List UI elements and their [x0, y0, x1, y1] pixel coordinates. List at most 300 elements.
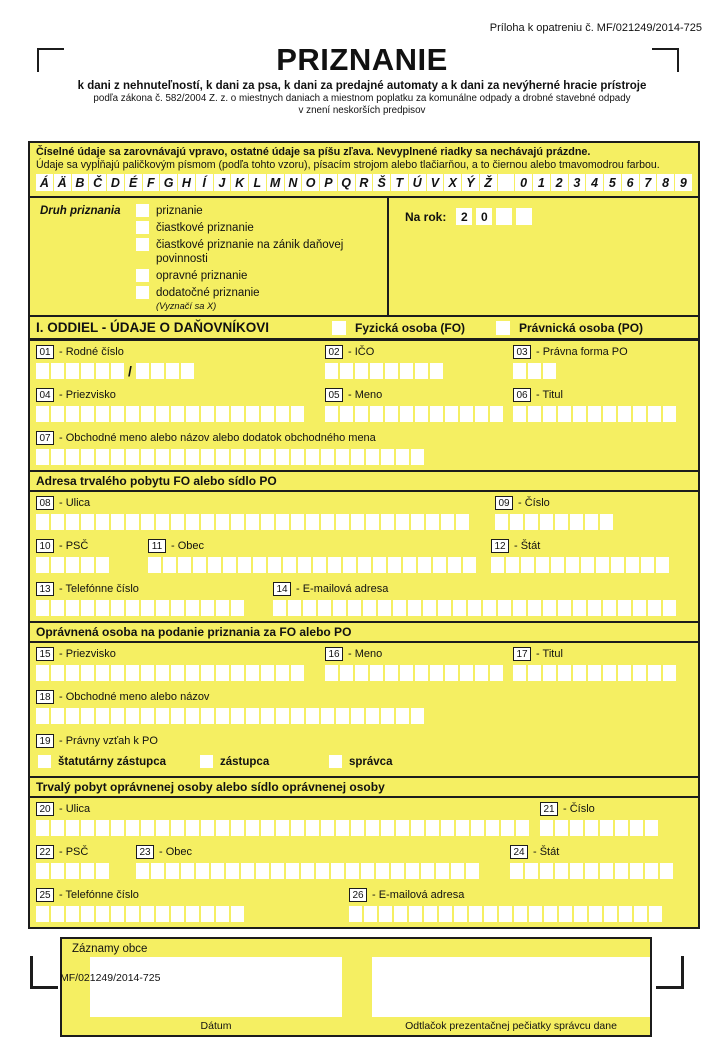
- char-cell[interactable]: [510, 863, 523, 879]
- date-write-area[interactable]: [90, 957, 342, 1017]
- option-ciastkove-priznanie[interactable]: [136, 221, 379, 235]
- char-cell[interactable]: [361, 863, 374, 879]
- char-cell[interactable]: [231, 665, 244, 681]
- field-20-input[interactable]: [36, 820, 529, 836]
- field-23-input[interactable]: [136, 863, 479, 879]
- char-cell[interactable]: [411, 820, 424, 836]
- char-cell[interactable]: [81, 514, 94, 530]
- char-cell[interactable]: [201, 906, 214, 922]
- char-cell[interactable]: [618, 406, 631, 422]
- char-cell[interactable]: [463, 557, 476, 573]
- char-cell[interactable]: [156, 449, 169, 465]
- char-cell[interactable]: [321, 708, 334, 724]
- natural-person-option[interactable]: [332, 321, 496, 335]
- char-cell[interactable]: [261, 449, 274, 465]
- field-10-input[interactable]: [36, 557, 109, 573]
- char-cell[interactable]: [355, 406, 368, 422]
- char-cell[interactable]: [385, 406, 398, 422]
- char-cell[interactable]: [96, 600, 109, 616]
- char-cell[interactable]: [555, 863, 568, 879]
- char-cell[interactable]: [336, 820, 349, 836]
- char-cell[interactable]: [630, 863, 643, 879]
- char-cell[interactable]: [231, 820, 244, 836]
- char-cell[interactable]: [381, 708, 394, 724]
- char-cell[interactable]: [634, 906, 647, 922]
- char-cell[interactable]: [126, 665, 139, 681]
- char-cell[interactable]: [156, 906, 169, 922]
- char-cell[interactable]: [513, 665, 526, 681]
- char-cell[interactable]: [151, 363, 164, 379]
- char-cell[interactable]: [36, 514, 49, 530]
- char-cell[interactable]: [396, 449, 409, 465]
- char-cell[interactable]: [376, 863, 389, 879]
- char-cell[interactable]: [96, 665, 109, 681]
- char-cell[interactable]: [126, 406, 139, 422]
- char-cell[interactable]: [585, 820, 598, 836]
- char-cell[interactable]: [421, 863, 434, 879]
- char-cell[interactable]: [336, 708, 349, 724]
- char-cell[interactable]: [475, 665, 488, 681]
- char-cell[interactable]: [201, 708, 214, 724]
- char-cell[interactable]: [288, 600, 301, 616]
- char-cell[interactable]: [499, 906, 512, 922]
- char-cell[interactable]: [301, 863, 314, 879]
- field-12-input[interactable]: [491, 557, 669, 573]
- char-cell[interactable]: [648, 406, 661, 422]
- char-cell[interactable]: [439, 906, 452, 922]
- char-cell[interactable]: [246, 665, 259, 681]
- char-cell[interactable]: [166, 363, 179, 379]
- field-24-input[interactable]: [510, 863, 673, 879]
- char-cell[interactable]: [391, 863, 404, 879]
- char-cell[interactable]: [540, 863, 553, 879]
- char-cell[interactable]: [403, 557, 416, 573]
- char-cell[interactable]: [611, 557, 624, 573]
- char-cell[interactable]: [231, 906, 244, 922]
- char-cell[interactable]: [448, 557, 461, 573]
- char-cell[interactable]: [126, 820, 139, 836]
- char-cell[interactable]: [555, 820, 568, 836]
- char-cell[interactable]: [66, 906, 79, 922]
- char-cell[interactable]: [216, 820, 229, 836]
- char-cell[interactable]: [141, 514, 154, 530]
- char-cell[interactable]: [238, 557, 251, 573]
- char-cell[interactable]: [306, 514, 319, 530]
- char-cell[interactable]: [378, 600, 391, 616]
- char-cell[interactable]: [574, 906, 587, 922]
- char-cell[interactable]: [430, 406, 443, 422]
- empty-cell[interactable]: [516, 208, 532, 225]
- char-cell[interactable]: [136, 863, 149, 879]
- char-cell[interactable]: [445, 665, 458, 681]
- char-cell[interactable]: [261, 708, 274, 724]
- char-cell[interactable]: [211, 863, 224, 879]
- char-cell[interactable]: [181, 863, 194, 879]
- char-cell[interactable]: [126, 449, 139, 465]
- char-cell[interactable]: [111, 906, 124, 922]
- char-cell[interactable]: [633, 665, 646, 681]
- char-cell[interactable]: [96, 363, 109, 379]
- char-cell[interactable]: [126, 906, 139, 922]
- char-cell[interactable]: [261, 665, 274, 681]
- field-09-input[interactable]: [495, 514, 613, 530]
- char-cell[interactable]: [366, 449, 379, 465]
- char-cell[interactable]: [328, 557, 341, 573]
- char-cell[interactable]: [231, 600, 244, 616]
- char-cell[interactable]: [603, 600, 616, 616]
- char-cell[interactable]: [340, 406, 353, 422]
- char-cell[interactable]: [298, 557, 311, 573]
- char-cell[interactable]: [51, 665, 64, 681]
- field-26-input[interactable]: [349, 906, 662, 922]
- char-cell[interactable]: [513, 600, 526, 616]
- char-cell[interactable]: [36, 600, 49, 616]
- char-cell[interactable]: [418, 557, 431, 573]
- char-cell[interactable]: [81, 600, 94, 616]
- char-cell[interactable]: [663, 600, 676, 616]
- checkbox-fyzicka-osoba[interactable]: [332, 321, 346, 335]
- char-cell[interactable]: [111, 449, 124, 465]
- checkbox-ciastkove-priznanie[interactable]: [136, 221, 149, 234]
- char-cell[interactable]: [51, 449, 64, 465]
- char-cell[interactable]: [201, 406, 214, 422]
- char-cell[interactable]: [483, 600, 496, 616]
- char-cell[interactable]: [66, 863, 79, 879]
- char-cell[interactable]: [570, 863, 583, 879]
- char-cell[interactable]: [411, 514, 424, 530]
- char-cell[interactable]: [468, 600, 481, 616]
- char-cell[interactable]: 0: [476, 208, 492, 225]
- char-cell[interactable]: [156, 708, 169, 724]
- char-cell[interactable]: [370, 363, 383, 379]
- char-cell[interactable]: [348, 600, 361, 616]
- char-cell[interactable]: [626, 557, 639, 573]
- field-15-input[interactable]: [36, 665, 304, 681]
- char-cell[interactable]: [588, 665, 601, 681]
- char-cell[interactable]: [201, 449, 214, 465]
- char-cell[interactable]: [370, 665, 383, 681]
- char-cell[interactable]: [186, 906, 199, 922]
- char-cell[interactable]: [615, 820, 628, 836]
- char-cell[interactable]: [111, 600, 124, 616]
- char-cell[interactable]: [406, 863, 419, 879]
- tax-year-input[interactable]: [456, 208, 532, 225]
- char-cell[interactable]: [66, 514, 79, 530]
- char-cell[interactable]: [36, 665, 49, 681]
- char-cell[interactable]: [456, 820, 469, 836]
- char-cell[interactable]: [400, 406, 413, 422]
- char-cell[interactable]: [111, 406, 124, 422]
- char-cell[interactable]: [600, 820, 613, 836]
- char-cell[interactable]: [151, 863, 164, 879]
- char-cell[interactable]: [96, 406, 109, 422]
- char-cell[interactable]: [201, 665, 214, 681]
- char-cell[interactable]: [36, 557, 49, 573]
- char-cell[interactable]: [426, 514, 439, 530]
- char-cell[interactable]: [51, 906, 64, 922]
- char-cell[interactable]: [536, 557, 549, 573]
- char-cell[interactable]: [424, 906, 437, 922]
- char-cell[interactable]: [81, 406, 94, 422]
- field-14-input[interactable]: [273, 600, 676, 616]
- char-cell[interactable]: [156, 406, 169, 422]
- char-cell[interactable]: [216, 600, 229, 616]
- char-cell[interactable]: [141, 600, 154, 616]
- char-cell[interactable]: [81, 708, 94, 724]
- char-cell[interactable]: [438, 600, 451, 616]
- char-cell[interactable]: [253, 557, 266, 573]
- char-cell[interactable]: [51, 406, 64, 422]
- checkbox-spravca[interactable]: [329, 755, 342, 768]
- char-cell[interactable]: [588, 600, 601, 616]
- field-04-input[interactable]: [36, 406, 304, 422]
- field-08-input[interactable]: [36, 514, 469, 530]
- char-cell[interactable]: [51, 708, 64, 724]
- char-cell[interactable]: [409, 906, 422, 922]
- char-cell[interactable]: [111, 820, 124, 836]
- field-25-input[interactable]: [36, 906, 244, 922]
- stamp-write-area[interactable]: [372, 957, 650, 1017]
- field-22-input[interactable]: [36, 863, 109, 879]
- char-cell[interactable]: [400, 665, 413, 681]
- empty-cell[interactable]: [496, 208, 512, 225]
- char-cell[interactable]: [573, 600, 586, 616]
- char-cell[interactable]: [306, 708, 319, 724]
- char-cell[interactable]: [566, 557, 579, 573]
- char-cell[interactable]: [66, 820, 79, 836]
- char-cell[interactable]: [645, 820, 658, 836]
- char-cell[interactable]: [171, 820, 184, 836]
- option-priznanie[interactable]: [136, 204, 379, 218]
- char-cell[interactable]: [201, 820, 214, 836]
- char-cell[interactable]: [351, 708, 364, 724]
- char-cell[interactable]: [81, 820, 94, 836]
- char-cell[interactable]: [394, 906, 407, 922]
- char-cell[interactable]: [415, 665, 428, 681]
- char-cell[interactable]: [540, 820, 553, 836]
- char-cell[interactable]: [186, 665, 199, 681]
- char-cell[interactable]: [415, 363, 428, 379]
- char-cell[interactable]: [498, 600, 511, 616]
- char-cell[interactable]: [460, 665, 473, 681]
- char-cell[interactable]: [381, 820, 394, 836]
- char-cell[interactable]: [430, 665, 443, 681]
- field-17-input[interactable]: [513, 665, 676, 681]
- char-cell[interactable]: [423, 600, 436, 616]
- char-cell[interactable]: [246, 514, 259, 530]
- char-cell[interactable]: [156, 600, 169, 616]
- char-cell[interactable]: [325, 665, 338, 681]
- char-cell[interactable]: [66, 363, 79, 379]
- option-statutarny-zastupca[interactable]: [38, 755, 200, 768]
- char-cell[interactable]: [81, 863, 94, 879]
- char-cell[interactable]: [555, 514, 568, 530]
- char-cell[interactable]: [36, 363, 49, 379]
- char-cell[interactable]: [408, 600, 421, 616]
- char-cell[interactable]: [445, 406, 458, 422]
- char-cell[interactable]: [558, 600, 571, 616]
- char-cell[interactable]: [96, 708, 109, 724]
- char-cell[interactable]: [186, 514, 199, 530]
- field-11-input[interactable]: [148, 557, 476, 573]
- char-cell[interactable]: [51, 820, 64, 836]
- char-cell[interactable]: [525, 514, 538, 530]
- char-cell[interactable]: [393, 600, 406, 616]
- char-cell[interactable]: [355, 363, 368, 379]
- char-cell[interactable]: [525, 863, 538, 879]
- char-cell[interactable]: [396, 708, 409, 724]
- char-cell[interactable]: [460, 406, 473, 422]
- char-cell[interactable]: [291, 406, 304, 422]
- char-cell[interactable]: [126, 514, 139, 530]
- char-cell[interactable]: [325, 363, 338, 379]
- field-13-input[interactable]: [36, 600, 244, 616]
- char-cell[interactable]: [510, 514, 523, 530]
- char-cell[interactable]: [521, 557, 534, 573]
- char-cell[interactable]: [475, 406, 488, 422]
- char-cell[interactable]: [663, 665, 676, 681]
- char-cell[interactable]: [186, 708, 199, 724]
- char-cell[interactable]: [603, 665, 616, 681]
- char-cell[interactable]: [186, 406, 199, 422]
- char-cell[interactable]: [331, 863, 344, 879]
- char-cell[interactable]: [171, 514, 184, 530]
- char-cell[interactable]: [385, 665, 398, 681]
- char-cell[interactable]: [111, 708, 124, 724]
- char-cell[interactable]: [66, 665, 79, 681]
- char-cell[interactable]: [66, 600, 79, 616]
- char-cell[interactable]: [66, 449, 79, 465]
- char-cell[interactable]: [201, 600, 214, 616]
- char-cell[interactable]: [81, 665, 94, 681]
- char-cell[interactable]: [141, 406, 154, 422]
- char-cell[interactable]: [649, 906, 662, 922]
- char-cell[interactable]: [96, 557, 109, 573]
- char-cell[interactable]: [231, 449, 244, 465]
- char-cell[interactable]: [96, 906, 109, 922]
- char-cell[interactable]: [171, 906, 184, 922]
- char-cell[interactable]: [325, 406, 338, 422]
- char-cell[interactable]: [126, 600, 139, 616]
- char-cell[interactable]: [456, 514, 469, 530]
- char-cell[interactable]: [303, 600, 316, 616]
- char-cell[interactable]: [543, 363, 556, 379]
- char-cell[interactable]: [246, 820, 259, 836]
- char-cell[interactable]: [570, 820, 583, 836]
- char-cell[interactable]: [506, 557, 519, 573]
- char-cell[interactable]: [51, 600, 64, 616]
- char-cell[interactable]: [96, 863, 109, 879]
- char-cell[interactable]: [351, 514, 364, 530]
- char-cell[interactable]: [256, 863, 269, 879]
- char-cell[interactable]: [618, 600, 631, 616]
- option-dodatocne-priznanie[interactable]: [136, 286, 379, 300]
- char-cell[interactable]: [513, 363, 526, 379]
- char-cell[interactable]: [471, 820, 484, 836]
- char-cell[interactable]: [216, 514, 229, 530]
- char-cell[interactable]: [226, 863, 239, 879]
- char-cell[interactable]: [433, 557, 446, 573]
- char-cell[interactable]: [111, 665, 124, 681]
- char-cell[interactable]: [340, 363, 353, 379]
- char-cell[interactable]: [216, 406, 229, 422]
- char-cell[interactable]: [231, 514, 244, 530]
- char-cell[interactable]: [163, 557, 176, 573]
- char-cell[interactable]: [558, 406, 571, 422]
- char-cell[interactable]: [336, 514, 349, 530]
- char-cell[interactable]: [51, 514, 64, 530]
- char-cell[interactable]: [588, 406, 601, 422]
- char-cell[interactable]: [313, 557, 326, 573]
- field-07-input[interactable]: [36, 449, 424, 465]
- char-cell[interactable]: [543, 406, 556, 422]
- char-cell[interactable]: [51, 863, 64, 879]
- char-cell[interactable]: [346, 863, 359, 879]
- char-cell[interactable]: [231, 406, 244, 422]
- char-cell[interactable]: [81, 449, 94, 465]
- field-06-input[interactable]: [513, 406, 676, 422]
- char-cell[interactable]: [156, 665, 169, 681]
- char-cell[interactable]: [321, 449, 334, 465]
- char-cell[interactable]: 2: [456, 208, 472, 225]
- char-cell[interactable]: [648, 600, 661, 616]
- char-cell[interactable]: [96, 514, 109, 530]
- char-cell[interactable]: [36, 449, 49, 465]
- char-cell[interactable]: [276, 820, 289, 836]
- char-cell[interactable]: [619, 906, 632, 922]
- char-cell[interactable]: [81, 363, 94, 379]
- char-cell[interactable]: [551, 557, 564, 573]
- char-cell[interactable]: [271, 863, 284, 879]
- char-cell[interactable]: [603, 406, 616, 422]
- char-cell[interactable]: [246, 406, 259, 422]
- char-cell[interactable]: [633, 406, 646, 422]
- char-cell[interactable]: [596, 557, 609, 573]
- char-cell[interactable]: [186, 600, 199, 616]
- char-cell[interactable]: [36, 406, 49, 422]
- char-cell[interactable]: [633, 600, 646, 616]
- char-cell[interactable]: [291, 449, 304, 465]
- char-cell[interactable]: [111, 514, 124, 530]
- char-cell[interactable]: [231, 708, 244, 724]
- char-cell[interactable]: [306, 449, 319, 465]
- char-cell[interactable]: [630, 820, 643, 836]
- char-cell[interactable]: [663, 406, 676, 422]
- char-cell[interactable]: [216, 665, 229, 681]
- char-cell[interactable]: [415, 406, 428, 422]
- char-cell[interactable]: [333, 600, 346, 616]
- char-cell[interactable]: [291, 820, 304, 836]
- char-cell[interactable]: [543, 600, 556, 616]
- char-cell[interactable]: [358, 557, 371, 573]
- char-cell[interactable]: [466, 863, 479, 879]
- char-cell[interactable]: [283, 557, 296, 573]
- checkbox-priznanie[interactable]: [136, 204, 149, 217]
- char-cell[interactable]: [570, 514, 583, 530]
- field-16-input[interactable]: [325, 665, 503, 681]
- char-cell[interactable]: [291, 665, 304, 681]
- char-cell[interactable]: [589, 906, 602, 922]
- char-cell[interactable]: [490, 665, 503, 681]
- legal-person-option[interactable]: [496, 321, 643, 335]
- char-cell[interactable]: [316, 863, 329, 879]
- field-01-input[interactable]: [36, 363, 325, 379]
- char-cell[interactable]: [156, 514, 169, 530]
- char-cell[interactable]: [585, 863, 598, 879]
- char-cell[interactable]: [559, 906, 572, 922]
- char-cell[interactable]: [66, 406, 79, 422]
- char-cell[interactable]: [186, 449, 199, 465]
